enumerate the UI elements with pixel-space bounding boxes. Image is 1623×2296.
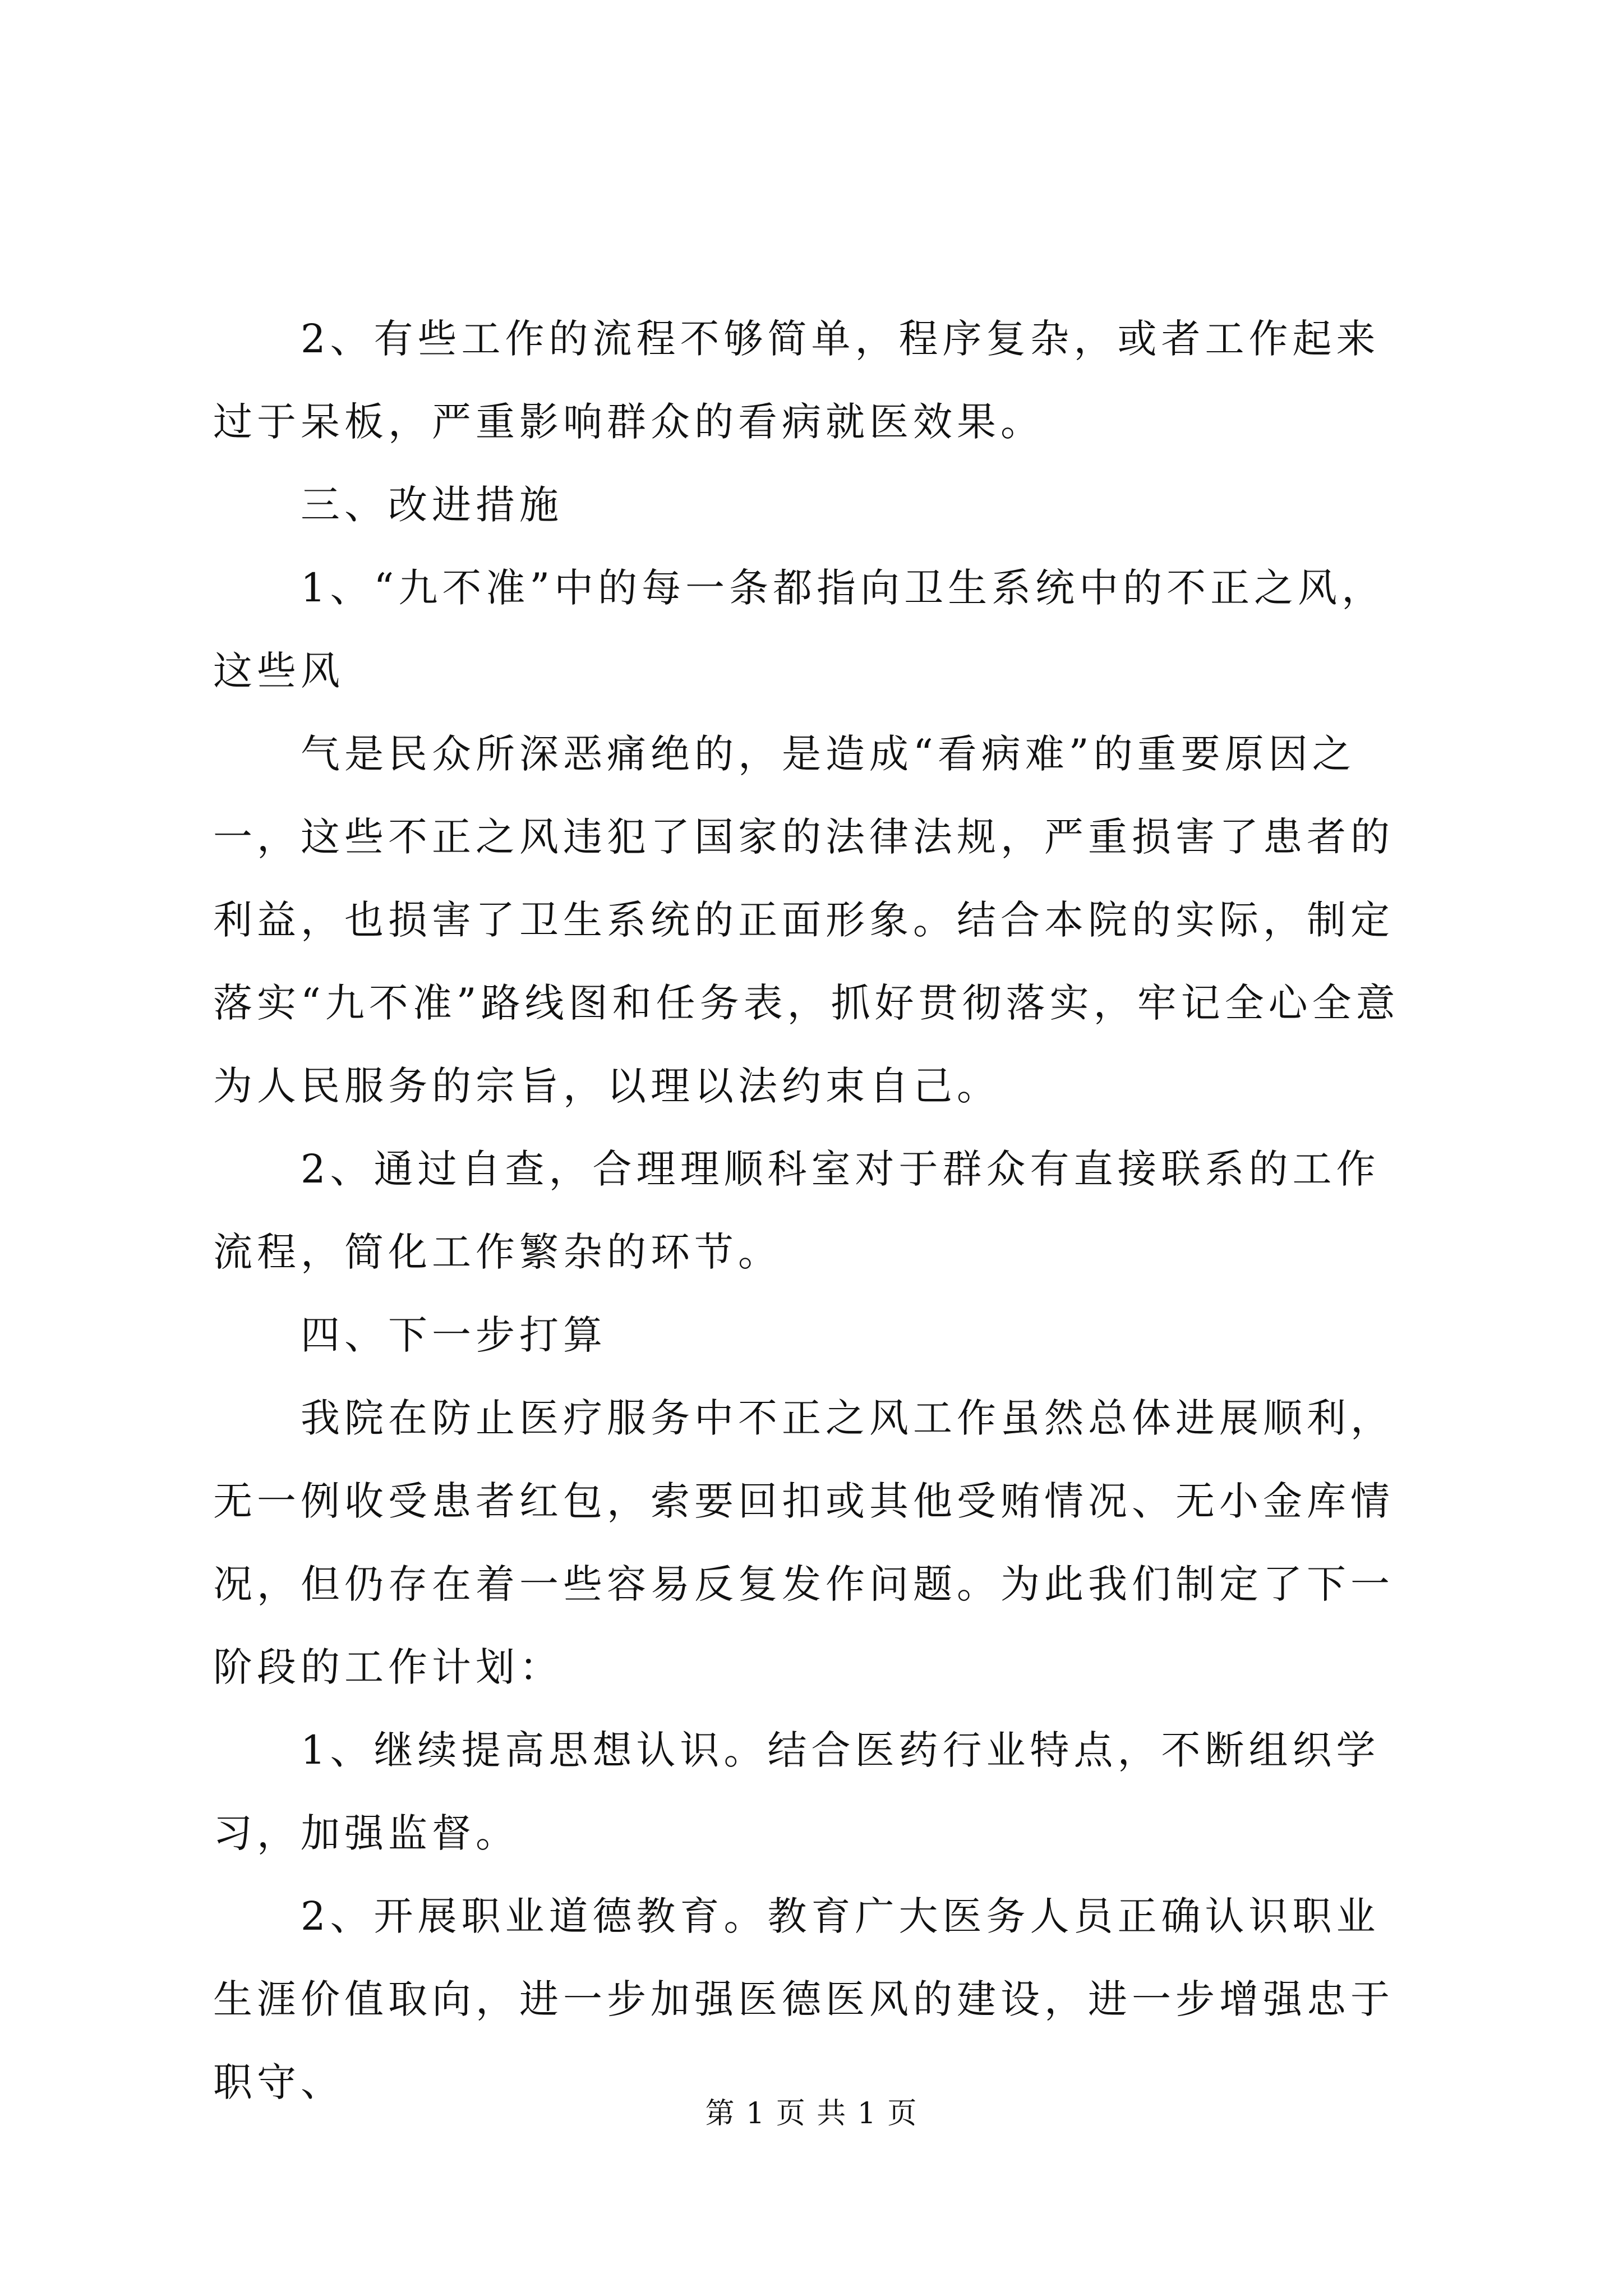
- paragraph-workflow-issue: 2、有些工作的流程不够简单，程序复杂，或者工作起来过于呆板，严重影响群众的看病就医效果。: [213, 316, 1380, 445]
- paragraph-hospital-progress: 我院在防止医疗服务中不正之风工作虽然总体进展顺利，无一例收受患者红包，索要回扣或其他受贿情况、无小金库情况，但仍存在着一些容易反复发作问题。为此我们制定了下一阶段的工作计划：: [213, 1395, 1394, 1690]
- document-body: [213, 297, 1420, 2124]
- paragraph-raise-awareness: 1、继续提高思想认识。结合医药行业特点，不断组织学习，加强监督。: [213, 1727, 1380, 1856]
- heading-improvement-measures: 三、改进措施: [301, 482, 563, 528]
- paragraph-unhealthy-practices: 气是民众所深恶痛绝的，是造成“看病难”的重要原因之一，这些不正之风违犯了国家的法律法规，严重损害了患者的利益，也损害了卫生系统的正面形象。结合本院的实际，制定落实“九不准”路线图和任务表，抓好贯彻落实，牢记全心全意为人民服务的宗旨，以理以法约束自己。: [213, 731, 1400, 1109]
- paragraph-self-inspection: 2、通过自查，合理理顺科室对于群众有直接联系的工作流程，简化工作繁杂的环节。: [213, 1146, 1380, 1275]
- paragraph-ethics-education: 2、开展职业道德教育。教育广大医务人员正确认识职业生涯价值取向，进一步加强医德医风的建设，进一步增强忠于职守、: [213, 1893, 1394, 2105]
- page-number-footer: 第 1 页 共 1 页: [705, 2097, 918, 2131]
- paragraph-fragment: 这些风: [213, 648, 344, 694]
- heading-next-steps: 四、下一步打算: [301, 1312, 607, 1358]
- paragraph-nine-prohibitions: 1、“九不准”中的每一条都指向卫生系统中的不正之风，: [301, 565, 1386, 611]
